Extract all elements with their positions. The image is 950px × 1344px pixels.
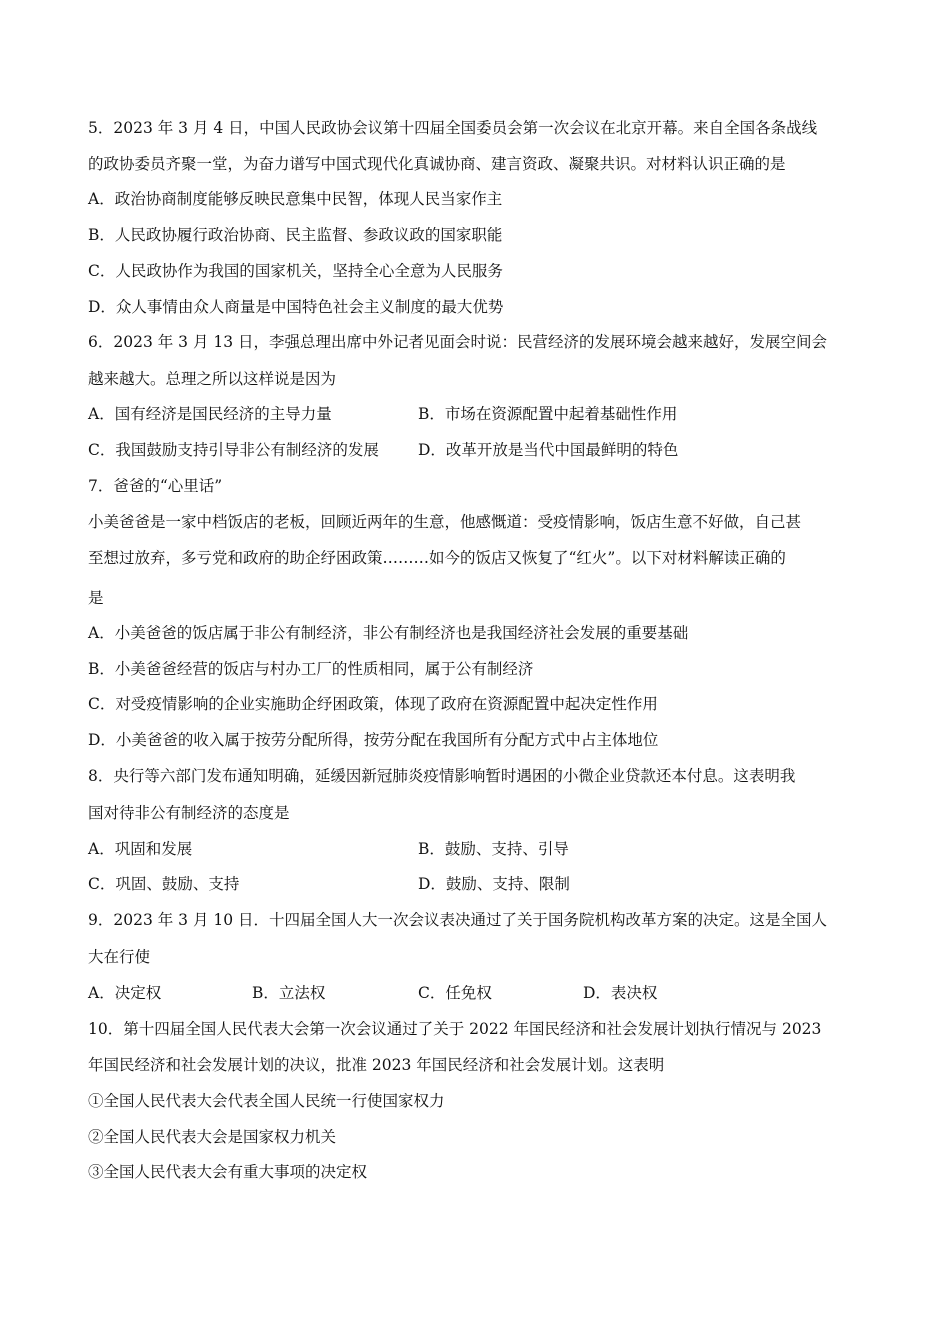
- q5-option-a: A．政治协商制度能够反映民意集中民智，体现人民当家作主: [88, 190, 503, 208]
- q7-stem-line-3: 是: [88, 589, 104, 607]
- q5-option-d: D．众人事情由众人商量是中国特色社会主义制度的最大优势: [88, 298, 504, 316]
- q9-option-c: C．任免权: [418, 984, 492, 1002]
- q7-option-b: B．小美爸爸经营的饭店与村办工厂的性质相同，属于公有制经济: [88, 660, 534, 678]
- q6-option-a: A．国有经济是国民经济的主导力量: [88, 405, 332, 423]
- q8-option-d: D．鼓励、支持、限制: [418, 875, 570, 893]
- q5-stem-line-1: 5．2023 年 3 月 4 日，中国人民政协会议第十四届全国委员会第一次会议在北京开幕。来自全国各条战线: [88, 119, 818, 137]
- q5-stem-line-2: 的政协委员齐聚一堂，为奋力谱写中国式现代化真诚协商、建言资政、凝聚共识。对材料认识正确的是: [88, 155, 786, 173]
- q7-title: 7．爸爸的“心里话”: [88, 477, 223, 495]
- q9-stem-line-1: 9．2023 年 3 月 10 日．十四届全国人大一次会议表决通过了关于国务院机构改革方案的决定。这是全国人: [88, 911, 828, 929]
- q10-item-2: ②全国人民代表大会是国家权力机关: [88, 1128, 337, 1146]
- q10-stem-line-1: 10．第十四届全国人民代表大会第一次会议通过了关于 2022 年国民经济和社会发展计划执行情况与 2023: [88, 1020, 822, 1038]
- q10-stem-line-2: 年国民经济和社会发展计划的决议，批准 2023 年国民经济和社会发展计划。这表明: [88, 1056, 665, 1074]
- q8-option-b: B．鼓励、支持、引导: [418, 840, 569, 858]
- q8-stem-line-1: 8．央行等六部门发布通知明确，延缓因新冠肺炎疫情影响暂时遇困的小微企业贷款还本付息。这表明我: [88, 767, 796, 785]
- q7-option-d: D．小美爸爸的收入属于按劳分配所得，按劳分配在我国所有分配方式中占主体地位: [88, 731, 659, 749]
- q6-stem-line-1: 6．2023 年 3 月 13 日，李强总理出席中外记者见面会时说：民营经济的发展环境会越来越好，发展空间会: [88, 333, 828, 351]
- q10-item-1: ①全国人民代表大会代表全国人民统一行使国家权力: [88, 1092, 445, 1110]
- q6-stem-line-2: 越来越大。总理之所以这样说是因为: [88, 370, 337, 388]
- q9-option-b: B．立法权: [252, 984, 326, 1002]
- q8-option-c: C．巩固、鼓励、支持: [88, 875, 240, 893]
- q7-stem-line-2: 至想过放弃，多亏党和政府的助企纾困政策………如今的饭店又恢复了“红火”。以下对材料解读正确的: [88, 549, 786, 567]
- q8-option-a: A．巩固和发展: [88, 840, 193, 858]
- q6-option-b: B．市场在资源配置中起着基础性作用: [418, 405, 678, 423]
- q6-option-c: C．我国鼓励支持引导非公有制经济的发展: [88, 441, 379, 459]
- q10-item-3: ③全国人民代表大会有重大事项的决定权: [88, 1163, 368, 1181]
- q8-stem-line-2: 国对待非公有制经济的态度是: [88, 804, 290, 822]
- q5-option-c: C．人民政协作为我国的国家机关，坚持全心全意为人民服务: [88, 262, 503, 280]
- q6-option-d: D．改革开放是当代中国最鲜明的特色: [418, 441, 679, 459]
- q7-stem-line-1: 小美爸爸是一家中档饭店的老板，回顾近两年的生意，他感慨道：受疫情影响，饭店生意不好做，自己甚: [88, 513, 802, 531]
- q7-option-c: C．对受疫情影响的企业实施助企纾困政策，体现了政府在资源配置中起决定性作用: [88, 695, 658, 713]
- q7-option-a: A．小美爸爸的饭店属于非公有制经济，非公有制经济也是我国经济社会发展的重要基础: [88, 624, 689, 642]
- q9-option-a: A．决定权: [88, 984, 162, 1002]
- q9-option-d: D．表决权: [583, 984, 658, 1002]
- q5-option-b: B．人民政协履行政治协商、民主监督、参政议政的国家职能: [88, 226, 503, 244]
- q9-stem-line-2: 大在行使: [88, 948, 151, 966]
